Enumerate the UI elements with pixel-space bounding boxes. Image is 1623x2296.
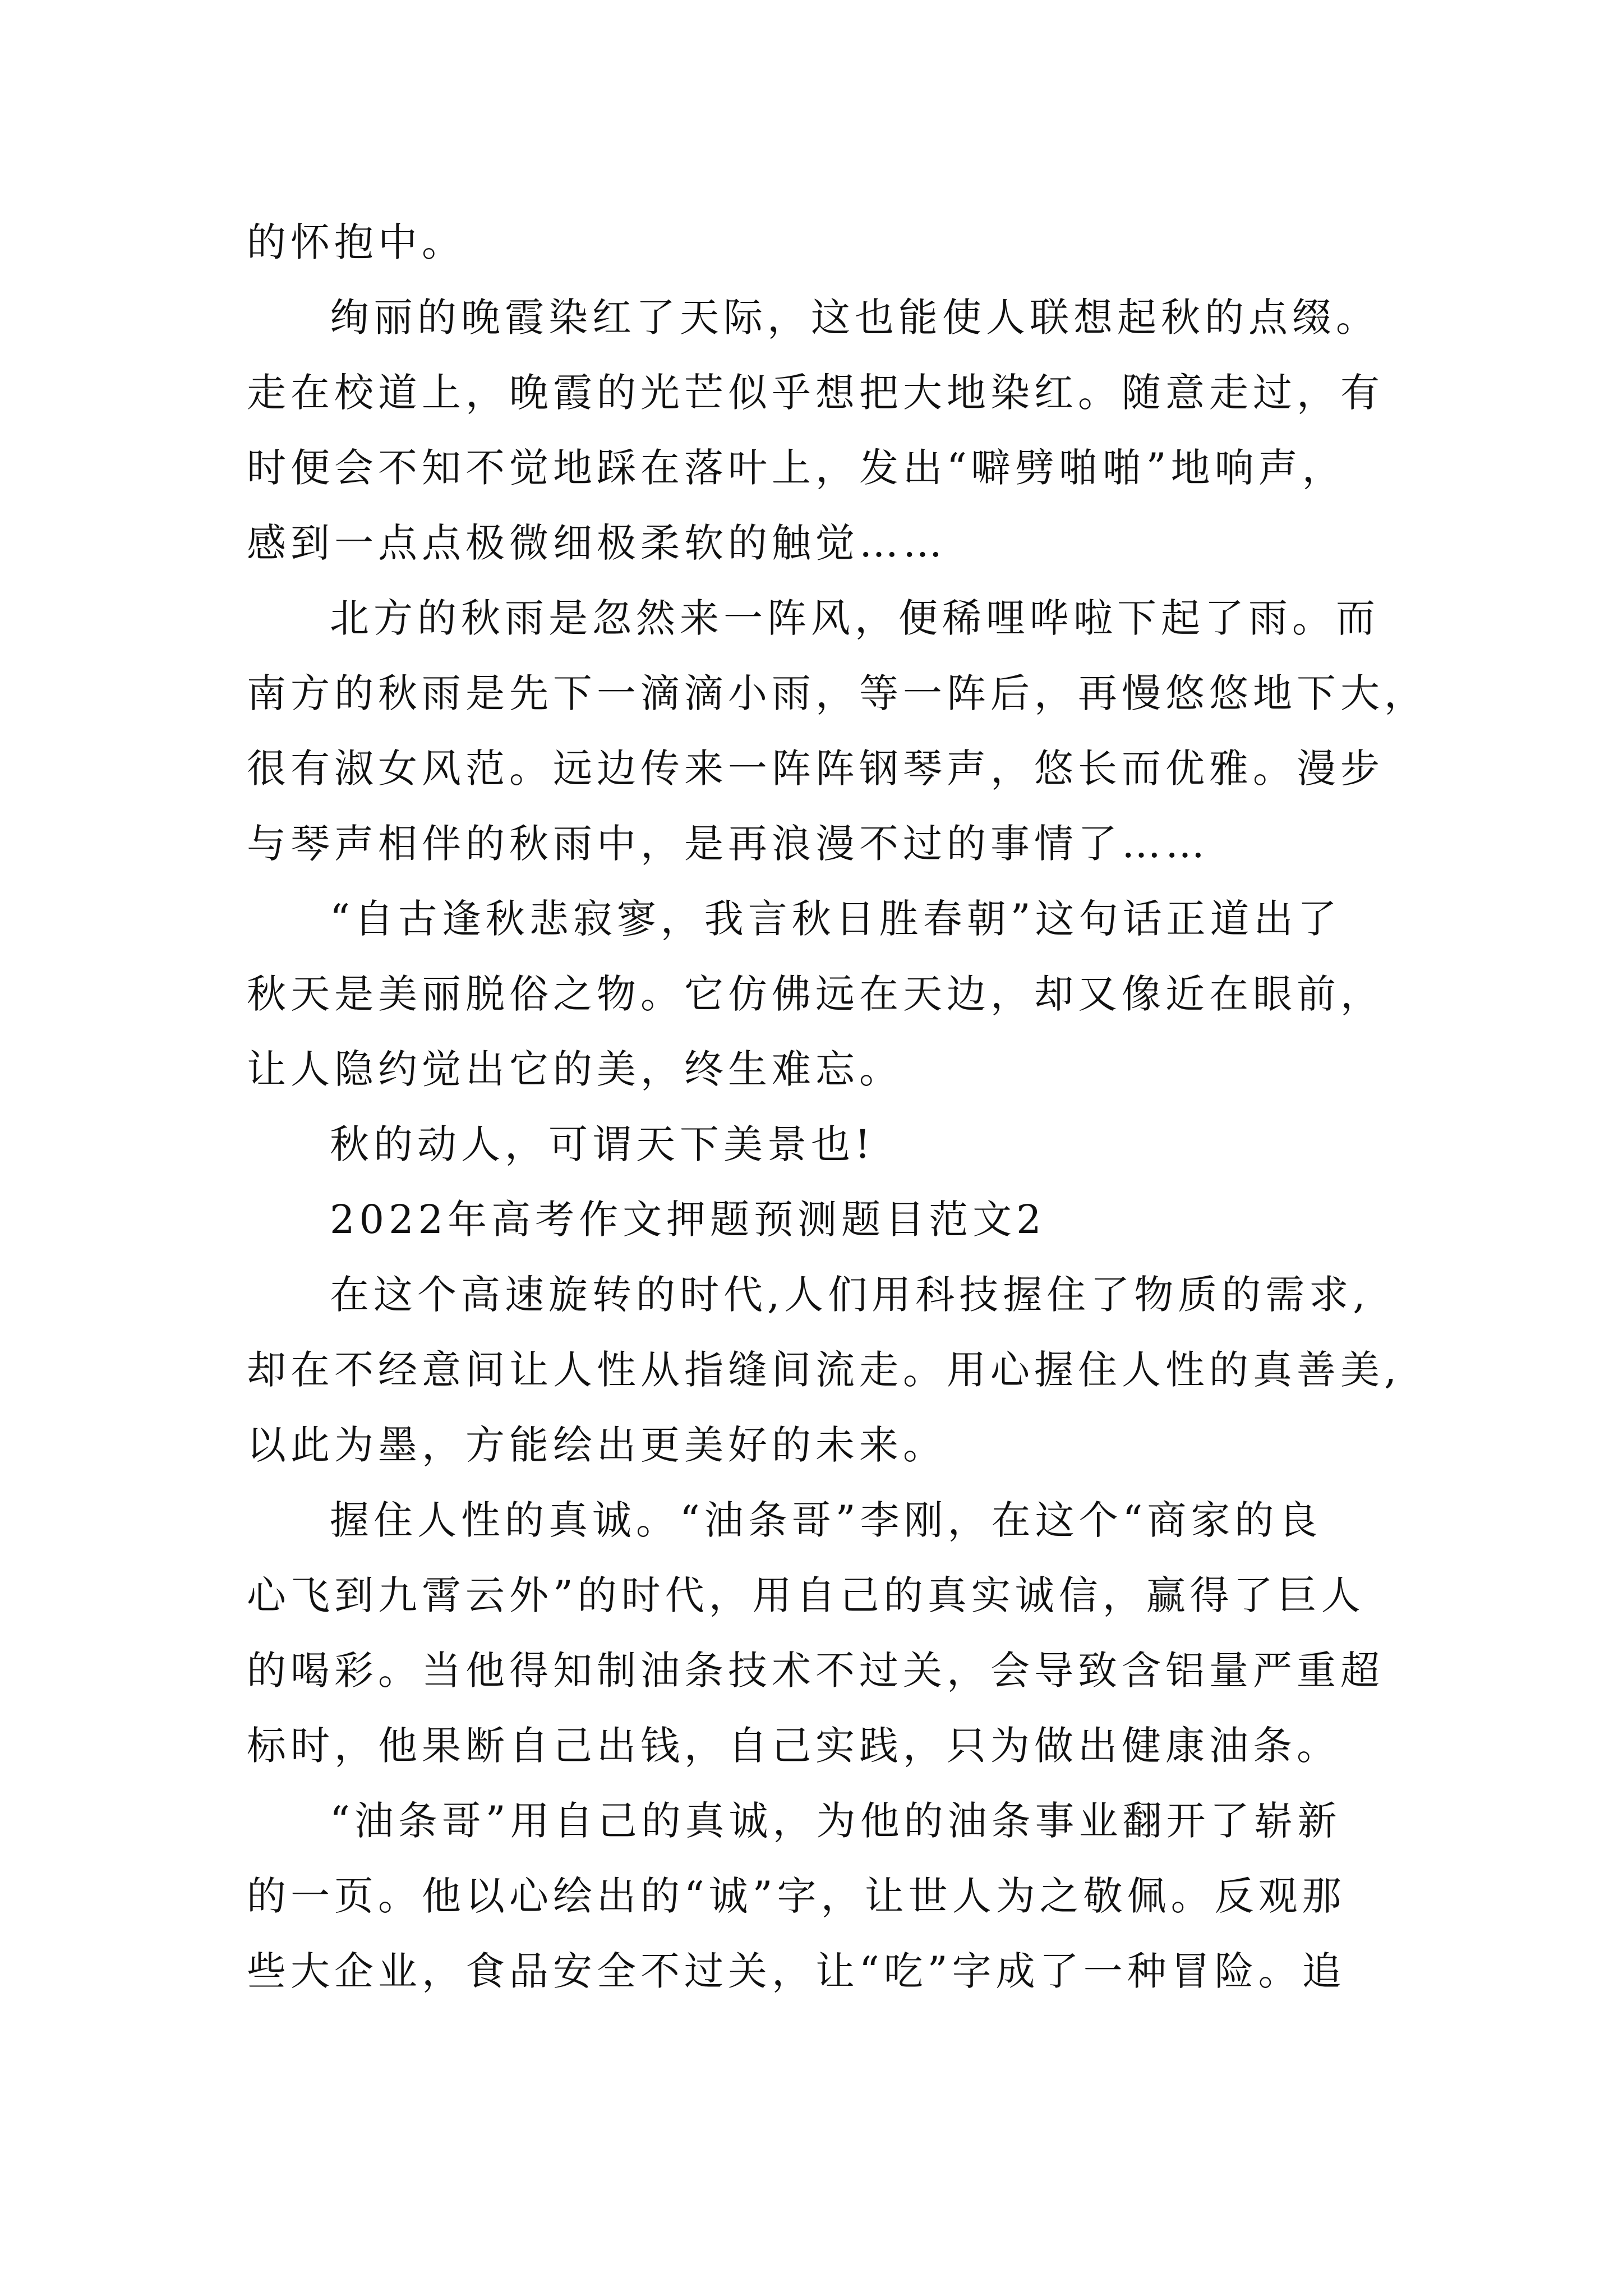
text-line: 些大企业，食品安全不过关，让“吃”字成了一种冒险。追 bbox=[247, 1948, 1346, 1994]
text-line: 在这个高速旋转的时代,人们用科技握住了物质的需求, bbox=[330, 1272, 1370, 1318]
text-line: 握住人性的真诚。“油条哥”李刚，在这个“商家的良 bbox=[330, 1497, 1322, 1543]
text-line: 时便会不知不觉地踩在落叶上，发出“噼劈啪啪”地响声， bbox=[247, 445, 1346, 491]
text-line: 秋天是美丽脱俗之物。它仿佛远在天边，却又像近在眼前， bbox=[247, 971, 1384, 1017]
text-line: 南方的秋雨是先下一滴滴小雨，等一阵后，再慢悠悠地下大， bbox=[247, 670, 1428, 716]
text-line: 绚丽的晚霞染红了天际，这也能使人联想起秋的点缀。 bbox=[330, 295, 1380, 341]
text-line: 的一页。他以心绘出的“诚”字，让世人为之敬佩。反观那 bbox=[247, 1873, 1346, 1919]
text-line: 走在校道上，晚霞的光芒似乎想把大地染红。随意走过，有 bbox=[247, 370, 1384, 416]
text-line: 感到一点点极微细极柔软的触觉…… bbox=[247, 520, 947, 566]
document-body bbox=[247, 205, 1428, 2009]
text-line: “油条哥”用自己的真诚，为他的油条事业翻开了崭新 bbox=[330, 1798, 1341, 1844]
text-line: 标时，他果断自己出钱，自己实践，只为做出健康油条。 bbox=[247, 1723, 1340, 1769]
text-line: 以此为墨，方能绘出更美好的未来。 bbox=[247, 1422, 947, 1468]
text-line: 与琴声相伴的秋雨中，是再浪漫不过的事情了…… bbox=[247, 821, 1209, 867]
section-heading: 2022年高考作文押题预测题目范文2 bbox=[330, 1197, 1046, 1243]
text-line: 北方的秋雨是忽然来一阵风，便稀哩哗啦下起了雨。而 bbox=[330, 595, 1380, 641]
text-line: 让人隐约觉出它的美，终生难忘。 bbox=[247, 1046, 903, 1092]
text-line: 秋的动人，可谓天下美景也! bbox=[330, 1121, 875, 1167]
text-line: 的怀抱中。 bbox=[247, 219, 465, 265]
text-line: 心飞到九霄云外”的时代，用自己的真实诚信，赢得了巨人 bbox=[247, 1572, 1365, 1618]
text-line: 的喝彩。当他得知制油条技术不过关，会导致含铝量严重超 bbox=[247, 1648, 1384, 1694]
text-line: 却在不经意间让人性从指缝间流走。用心握住人性的真善美, bbox=[247, 1347, 1401, 1393]
text-line: 很有淑女风范。远边传来一阵阵钢琴声，悠长而优雅。漫步 bbox=[247, 746, 1384, 792]
text-line: “自古逢秋悲寂寥，我言秋日胜春朝”这句话正道出了 bbox=[330, 896, 1341, 942]
